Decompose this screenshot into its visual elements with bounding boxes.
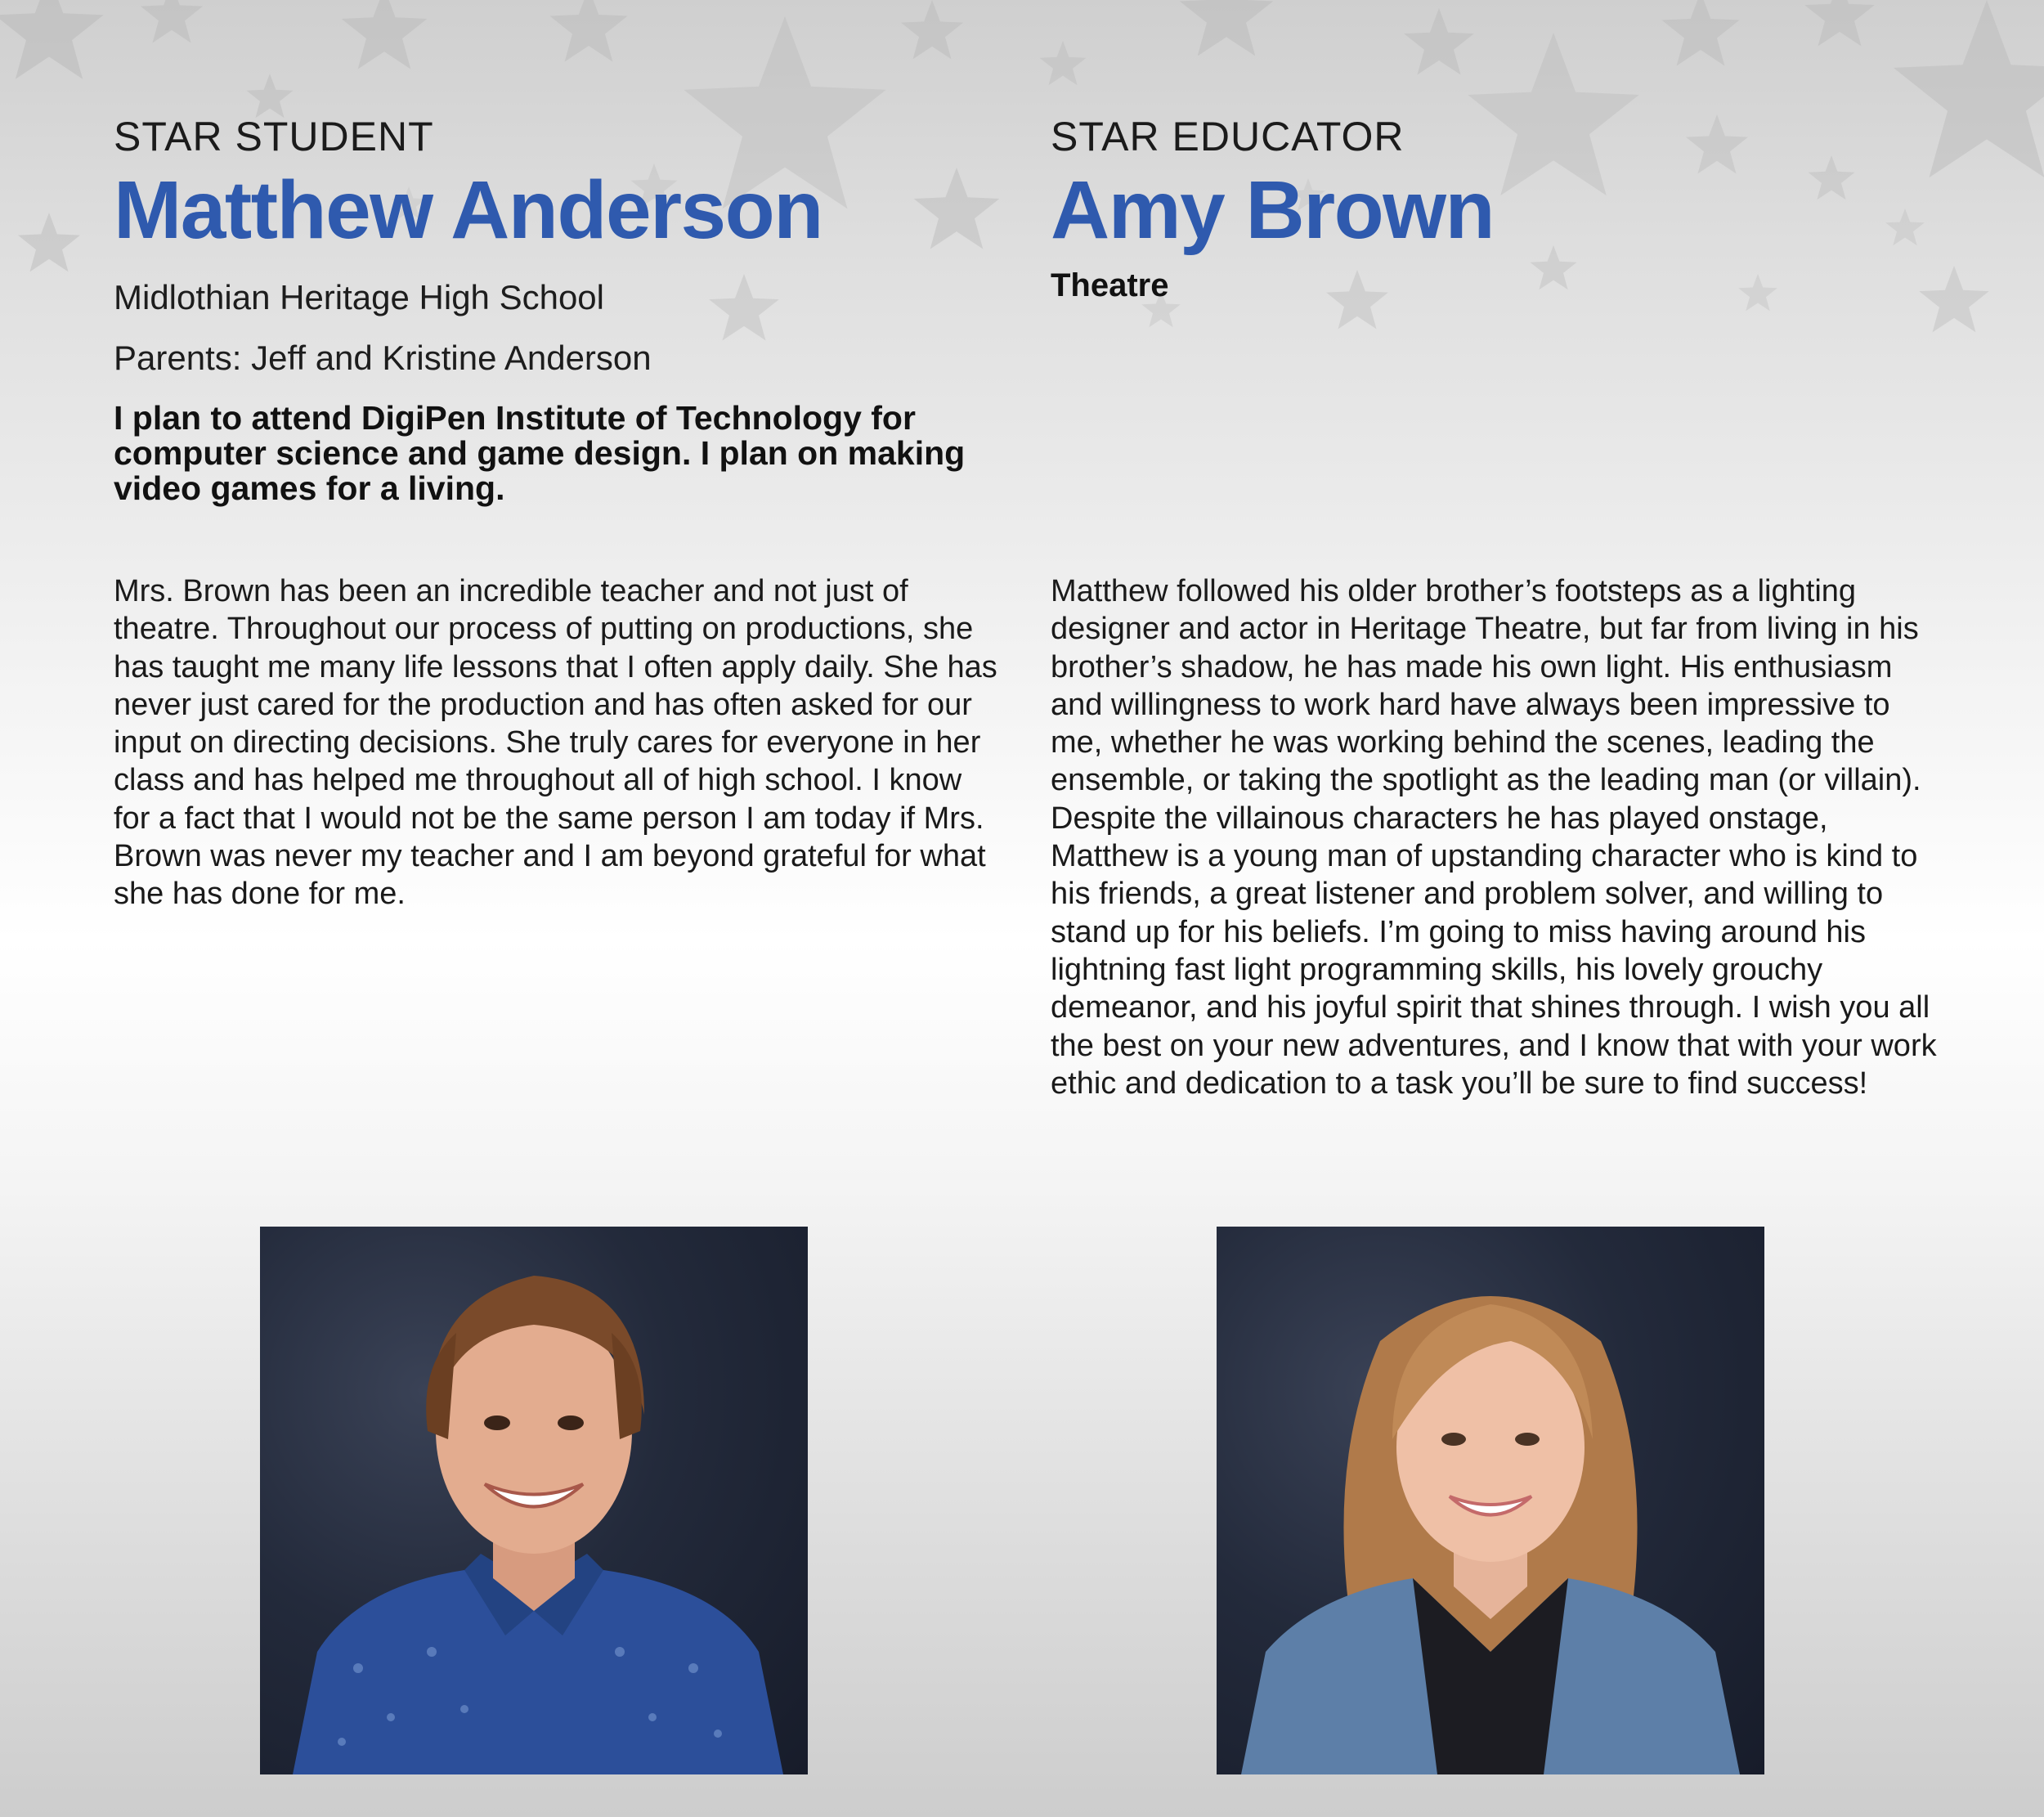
- star-educator-kicker: STAR EDUCATOR: [1051, 114, 1405, 159]
- student-parents: Parents: Jeff and Kristine Anderson: [114, 339, 652, 377]
- decorative-star-icon: [1804, 0, 1875, 46]
- decorative-star-icon: [141, 0, 203, 43]
- decorative-star-icon: [1919, 266, 1989, 332]
- decorative-star-icon: [1809, 155, 1855, 200]
- decorative-star-icon: [709, 274, 779, 340]
- educator-name: Amy Brown: [1051, 164, 1495, 256]
- decorative-star-icon: [1326, 270, 1388, 329]
- star-student-kicker: STAR STUDENT: [114, 114, 434, 159]
- decorative-star-icon: [1885, 209, 1925, 245]
- student-portrait-photo: [260, 1227, 808, 1774]
- decorative-star-icon: [1531, 245, 1577, 289]
- educator-subject: Theatre: [1051, 267, 1169, 303]
- decorative-star-icon: [18, 213, 80, 271]
- decorative-star-icon: [1661, 0, 1739, 66]
- decorative-star-icon: [1894, 0, 2044, 177]
- decorative-star-icon: [901, 0, 963, 59]
- educator-portrait-photo: [1217, 1227, 1764, 1774]
- decorative-star-icon: [0, 0, 104, 79]
- decorative-star-icon: [1404, 8, 1474, 74]
- student-school: Midlothian Heritage High School: [114, 278, 604, 316]
- decorative-star-icon: [342, 0, 428, 70]
- student-plan: I plan to attend DigiPen Institute of Technology for computer science and game design. I plan on making video games for a living.: [114, 399, 966, 507]
- decorative-star-icon: [1180, 0, 1273, 56]
- decorative-star-icon: [1040, 41, 1087, 85]
- student-testimonial: Mrs. Brown has been an incredible teacher and not just of theatre. Throughout our process of putting on productions, she has taught me many life lessons that I often apply daily. She has never just cared for the production and has often asked for our input on directing decisions. She truly cares for everyone in her class and has helped me throughout all of high school. I know for a fact that I would not be the same person I am today if Mrs. Brown was never my teacher and I am beyond grateful for what she has done for me.: [114, 574, 997, 912]
- decorative-star-icon: [1738, 274, 1777, 311]
- student-name: Matthew Anderson: [114, 164, 823, 256]
- decorative-star-icon: [549, 0, 627, 62]
- educator-testimonial: Matthew followed his older brother’s footsteps as a lighting designer and actor in Heritage Theatre, but far from living in his brother’s shadow, he has made his own light. His enthusiasm and willingness to work hard have always been impressive to me, whether he was working behind the scenes, leading the ensemble, or taking the spotlight as the leading man (or villain). Despite the villainous characters he has played onstage, Matthew is a young man of upstanding character who is kind to his friends, a great listener and problem solver, and willing to stand up for his beliefs. I’m going to miss having around his lightning fast light programming skills, his lovely grouchy demeanor, and his joyful spirit that shines through. I wish you all the best on your new adventures, and I know that with your work ethic and dedication to a task you’ll be sure to find success!: [1051, 574, 1937, 1101]
- decorative-star-icon: [914, 168, 1000, 249]
- decorative-star-icon: [247, 74, 294, 118]
- decorative-star-icon: [1686, 114, 1748, 173]
